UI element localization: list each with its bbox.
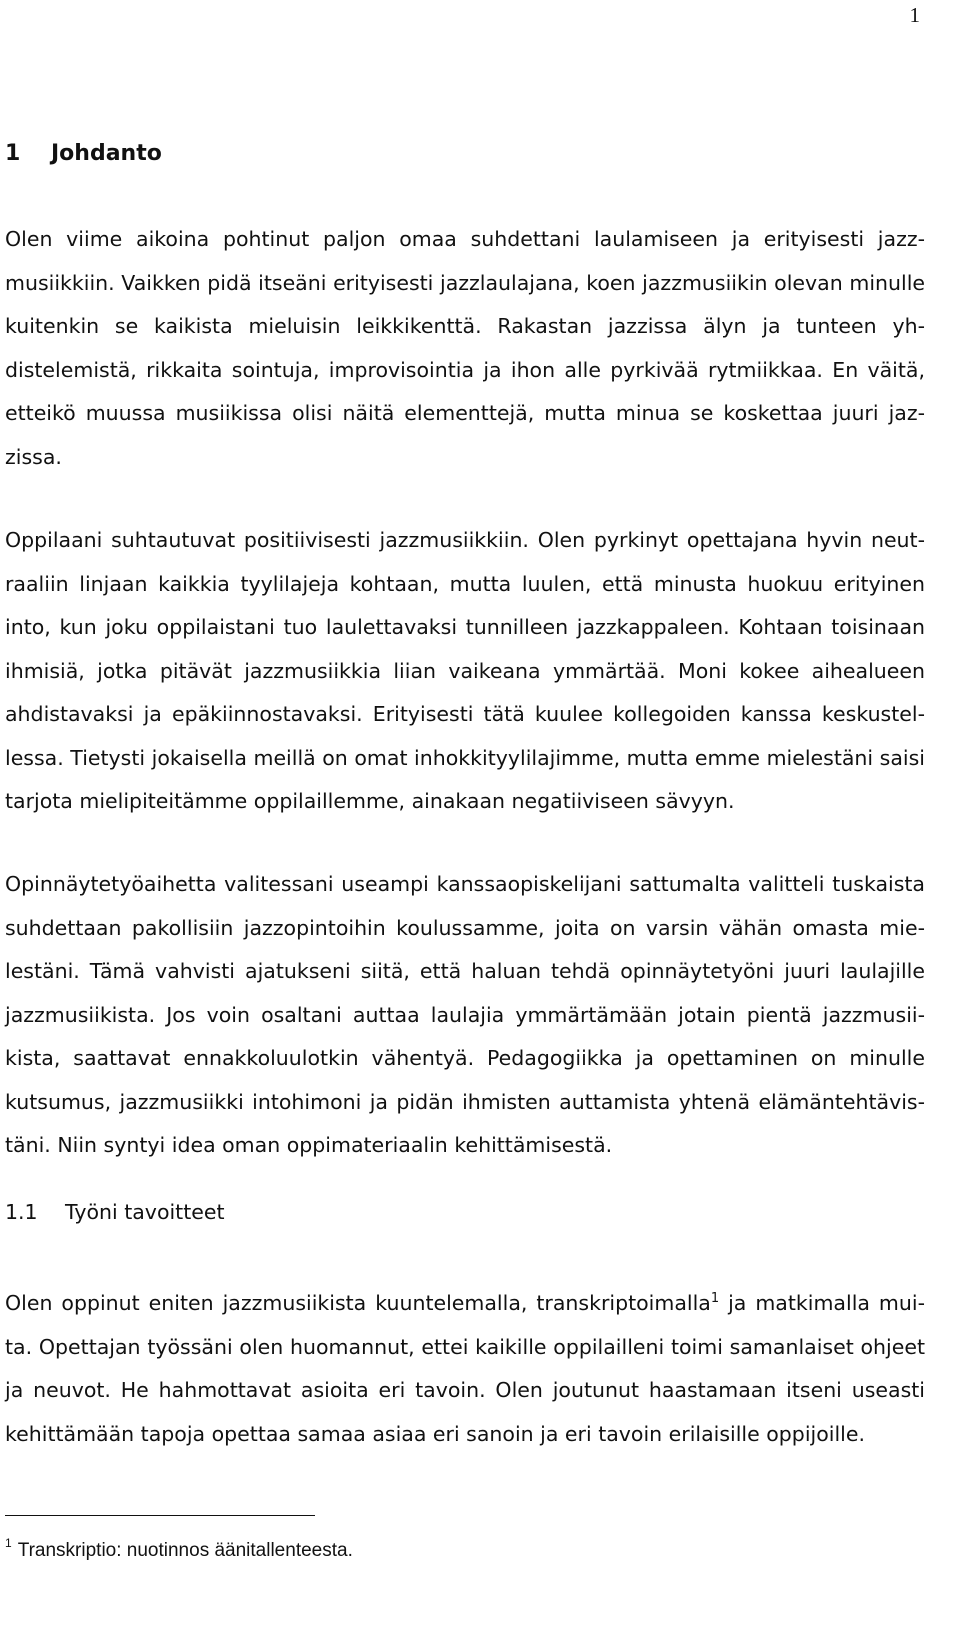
paragraph-goals-start: Olen oppinut eniten jazzmusiikista kuuntelemalla, transkriptoimalla xyxy=(5,1291,711,1315)
paragraph-goals xyxy=(5,1282,925,1456)
subsection-number: 1.1 xyxy=(5,1200,38,1224)
page-number: 1 xyxy=(909,3,920,27)
section-heading xyxy=(5,140,162,168)
footnote-text: Transkriptio: nuotinnos äänitallenteesta. xyxy=(17,1540,353,1561)
paragraph-topic-choice: Opinnäytetyöaihetta valitessani useampi kanssaopiskelijani sattumalta valitteli tuskaista suhdettaan pakollisiin jazzopintoihin koulussamme, joita on varsin vähän omasta mielestäni. Tämä vahvisti ajatukseni siitä, että haluan tehdä opinnäytetyöni juuri laulajille jazzmusiikista. Jos voin osaltani auttaa laulajia ymmärtämään jotain pientä jazzmusiikista, saattavat ennakkoluulotkin vähentyä. Pedagogiikka ja opettaminen on minulle kutsumus, jazzmusiikki intohimoni ja pidän ihmisten auttamista yhtenä elämäntehtävistäni. Niin syntyi idea oman oppimateriaalin kehittämisestä. xyxy=(5,872,925,1157)
subsection-title: Työni tavoitteet xyxy=(65,1200,225,1224)
footnote-marker: 1 xyxy=(5,1536,12,1550)
paragraph-goals-end: ja matkimalla muita. Opettajan työssäni olen huomannut, ettei kaikille oppilailleni toimi samanlaiset ohjeet ja neuvot. He hahmottavat asioita eri tavoin. Olen joutunut haastamaan itseni useasti kehittämään tapoja opettaa samaa asiaa eri sanoin ja eri tavoin erilaisille oppijoille. xyxy=(5,1291,925,1446)
section-title: Johdanto xyxy=(51,141,162,166)
footnote xyxy=(5,1536,353,1563)
paragraph-intro: Olen viime aikoina pohtinut paljon omaa suhdettani laulamiseen ja erityisesti jazzmusiikkiin. Vaikken pidä itseäni erityisesti jazzlaulajana, koen jazzmusiikin olevan minulle kuitenkin se kaikista mieluisin leikkikenttä. Rakastan jazzissa älyn ja tunteen yhdistelemistä, rikkaita sointuja, improvisointia ja ihon alle pyrkivää rytmiikkaa. En väitä, etteikö muussa musiikissa olisi näitä elementtejä, mutta minua se koskettaa juuri jazzissa. xyxy=(5,227,925,469)
paragraph-students: Oppilaani suhtautuvat positiivisesti jazzmusiikkiin. Olen pyrkinyt opettajana hyvin neutraaliin linjaan kaikkia tyylilajeja kohtaan, mutta luulen, että minusta huokuu erityinen into, kun joku oppilaistani tuo laulettavaksi tunnilleen jazzkappaleen. Kohtaan toisinaan ihmisiä, jotka pitävät jazzmusiikkia liian vaikeana ymmärtää. Moni kokee aihealueen ahdistavaksi ja epäkiinnostavaksi. Erityisesti tätä kuulee kollegoiden kanssa keskustellessa. Tietysti jokaisella meillä on omat inhokkityylilajimme, mutta emme mielestäni saisi tarjota mielipiteitämme oppilaillemme, ainakaan negatiiviseen sävyyn. xyxy=(5,528,925,813)
footnote-divider xyxy=(5,1515,315,1516)
footnote-reference[interactable]: 1 xyxy=(710,1291,720,1306)
section-number: 1 xyxy=(5,141,21,166)
subsection-heading xyxy=(5,1198,225,1226)
